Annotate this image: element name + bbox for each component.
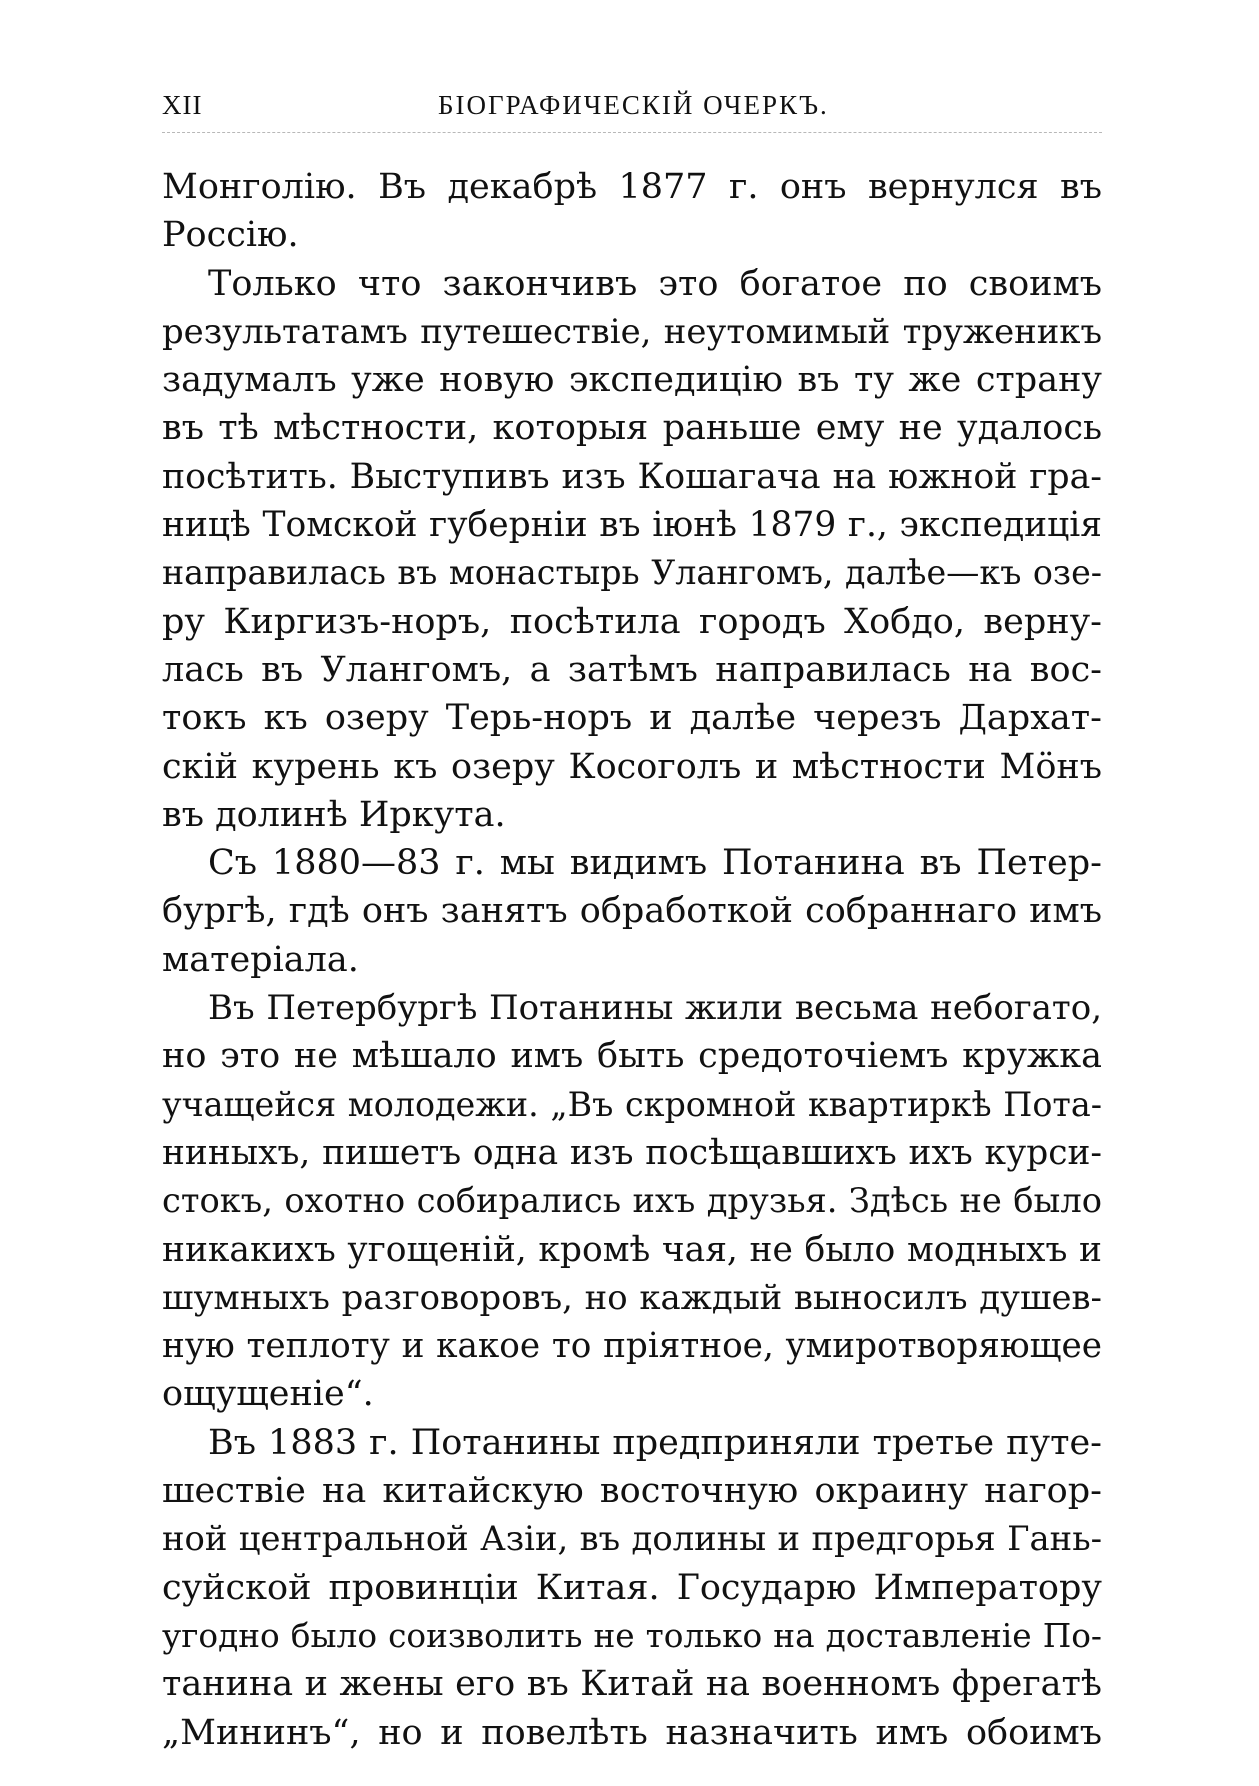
text-line: токъ къ озеру Терь-норъ и далѣе черезъ Дархат- — [162, 698, 1102, 739]
text-line: стокъ, охотно собирались ихъ друзья. Здѣсь не было — [162, 1181, 1102, 1221]
text-line: въ долинѣ Иркута. — [162, 794, 506, 835]
text-line: Въ 1883 г. Потанины предприняли третье путе- — [208, 1422, 1102, 1463]
text-line: Только что закончивъ это богатое по своимъ — [208, 263, 1102, 304]
text-line: скій курень къ озеру Косоголъ и мѣстности Мӧнъ — [162, 746, 1102, 787]
page-number: XII — [162, 90, 203, 120]
text-line: ной центральной Азіи, въ долины и предгорья Гань- — [162, 1519, 1102, 1559]
text-line: Въ Петербургѣ Потанины жили весьма небогато, — [208, 988, 1102, 1029]
text-line: Монголію. Въ декабрѣ 1877 г. онъ вернулся въ — [162, 167, 1102, 207]
text-line: ощущеніе“. — [162, 1374, 374, 1415]
header-rule — [162, 132, 1102, 133]
text-line: ную теплоту и какое то пріятное, умиротворяющее — [162, 1326, 1102, 1367]
text-line: никакихъ угощеній, кромѣ чая, не было модныхъ и — [162, 1229, 1102, 1270]
text-line: ницѣ Томской губерніи въ іюнѣ 1879 г., экспедиція — [162, 505, 1102, 546]
body-text — [162, 163, 1102, 1757]
text-line: шествіе на китайскую восточную окраину нагор- — [162, 1471, 1102, 1512]
text-line: суйской провинціи Китая. Государю Императору — [162, 1567, 1102, 1608]
text-line: но это не мѣшало имъ быть средоточіемъ кружка — [162, 1036, 1102, 1077]
text-line: задумалъ уже новую экспедицію въ ту же страну — [162, 360, 1102, 401]
text-line: бургѣ, гдѣ онъ занятъ обработкой собраннаго имъ — [162, 891, 1102, 932]
text-line: лась въ Улангомъ, а затѣмъ направилась на вос- — [162, 649, 1102, 690]
text-line: направилась въ монастырь Улангомъ, далѣе—къ озе- — [162, 553, 1102, 593]
text-line: угодно было соизволить не только на доставленіе По- — [162, 1616, 1102, 1655]
running-title: БІОГРАФИЧЕСКІЙ ОЧЕРКЪ. — [438, 90, 829, 120]
text-line: результатамъ путешествіе, неутомимый труженикъ — [162, 311, 1102, 351]
running-head — [162, 90, 1102, 130]
text-line: матеріала. — [162, 939, 359, 980]
text-line: танина и жены его въ Китай на военномъ фрегатѣ — [162, 1664, 1102, 1705]
text-line: ниныхъ, пишетъ одна изъ посѣщавшихъ ихъ курси- — [162, 1132, 1102, 1173]
text-line: учащейся молодежи. „Въ скромной квартиркѣ Пота- — [162, 1084, 1102, 1124]
text-line: Россію. — [162, 215, 299, 256]
text-line: ру Киргизъ-норъ, посѣтила городъ Хобдо, верну- — [162, 601, 1102, 642]
text-line: „Мининъ“, но и повелѣть назначить имъ обоимъ — [162, 1712, 1102, 1753]
text-line: Съ 1880—83 г. мы видимъ Потанина въ Петер- — [208, 843, 1102, 884]
text-line: посѣтить. Выступивъ изъ Кошагача на южной гра- — [162, 456, 1102, 497]
text-line: шумныхъ разговоровъ, но каждый выносилъ душев- — [162, 1277, 1102, 1317]
text-line: въ тѣ мѣстности, которыя раньше ему не удалось — [162, 408, 1102, 449]
